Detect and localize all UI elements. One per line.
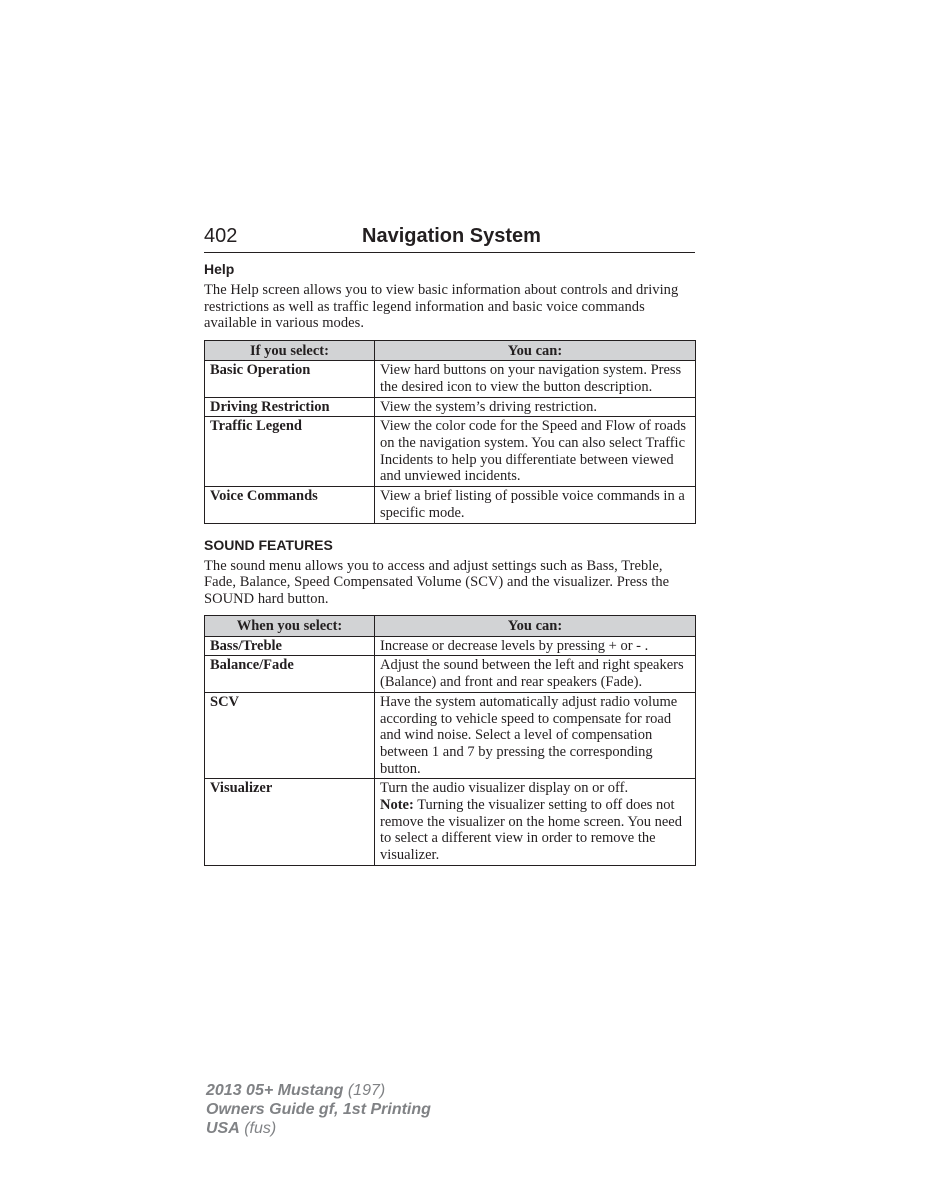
row-key: SCV	[205, 692, 375, 779]
table-row	[205, 417, 696, 487]
help-intro: The Help screen allows you to view basic information about controls and driving restrictions as well as traffic legend information and basic voice commands available in various modes.	[204, 282, 679, 331]
table-row	[205, 487, 696, 523]
page-header	[204, 222, 695, 253]
help-table	[204, 340, 696, 524]
row-key: Bass/Treble	[205, 636, 375, 656]
table-row	[205, 656, 696, 692]
footer-market-code: (fus)	[239, 1120, 277, 1137]
table-row	[205, 636, 696, 656]
note-text: Turning the visualizer setting to off does not remove the visualizer on the home screen. You need to select a different view in order to remove the visualizer.	[380, 797, 682, 864]
row-key: Balance/Fade	[205, 656, 375, 692]
row-value: View the system’s driving restriction.	[375, 397, 696, 417]
sound-table-header-row	[205, 616, 696, 637]
help-col2-header: You can:	[375, 340, 696, 361]
row-value	[375, 779, 696, 866]
row-key: Driving Restriction	[205, 397, 375, 417]
help-table-header-row	[205, 340, 696, 361]
footer-line-3	[206, 1119, 431, 1138]
note-label: Note:	[380, 797, 414, 814]
footer-market: USA	[206, 1120, 240, 1137]
page-content	[204, 260, 695, 878]
row-value: View the color code for the Speed and Flow of roads on the navigation system. You can also select Traffic Incidents to help you differentiate between viewed and unviewed incidents.	[375, 417, 696, 487]
row-key: Voice Commands	[205, 487, 375, 523]
row-value-text: Turn the audio visualizer display on or off.	[380, 780, 629, 797]
row-value: Increase or decrease levels by pressing + or - .	[375, 636, 696, 656]
footer-printing: Owners Guide gf, 1st Printing	[206, 1101, 431, 1118]
table-row	[205, 397, 696, 417]
footer-line-2	[206, 1100, 431, 1119]
row-key: Visualizer	[205, 779, 375, 866]
table-row	[205, 692, 696, 779]
help-col1-header: If you select:	[205, 340, 375, 361]
sound-intro: The sound menu allows you to access and adjust settings such as Bass, Treble, Fade, Balance, Speed Compensated Volume (SCV) and the visualizer. Press the SOUND hard button.	[204, 557, 670, 607]
row-key: Traffic Legend	[205, 417, 375, 487]
sound-features-heading: SOUND FEATURES	[204, 536, 333, 553]
row-value: View hard buttons on your navigation system. Press the desired icon to view the button description.	[375, 361, 696, 397]
table-row	[205, 361, 696, 397]
sound-table	[204, 615, 696, 866]
row-value: Have the system automatically adjust radio volume according to vehicle speed to compensate for road and wind noise. Select a level of compensation between 1 and 7 by pressing the corresponding button.	[375, 692, 696, 779]
footer-line-1	[206, 1081, 431, 1100]
page-number: 402	[204, 225, 238, 247]
row-key: Basic Operation	[205, 361, 375, 397]
footer-model: 2013 05+ Mustang	[206, 1082, 344, 1099]
print-footer	[206, 1081, 431, 1138]
row-value: Adjust the sound between the left and right speakers (Balance) and front and rear speakers (Fade).	[375, 656, 696, 692]
row-value: View a brief listing of possible voice commands in a specific mode.	[375, 487, 696, 523]
help-heading: Help	[204, 261, 235, 277]
footer-model-code: (197)	[343, 1082, 386, 1099]
page-title: Navigation System	[362, 225, 541, 247]
table-row	[205, 779, 696, 866]
sound-col2-header: You can:	[375, 616, 696, 637]
sound-col1-header: When you select:	[205, 616, 375, 637]
